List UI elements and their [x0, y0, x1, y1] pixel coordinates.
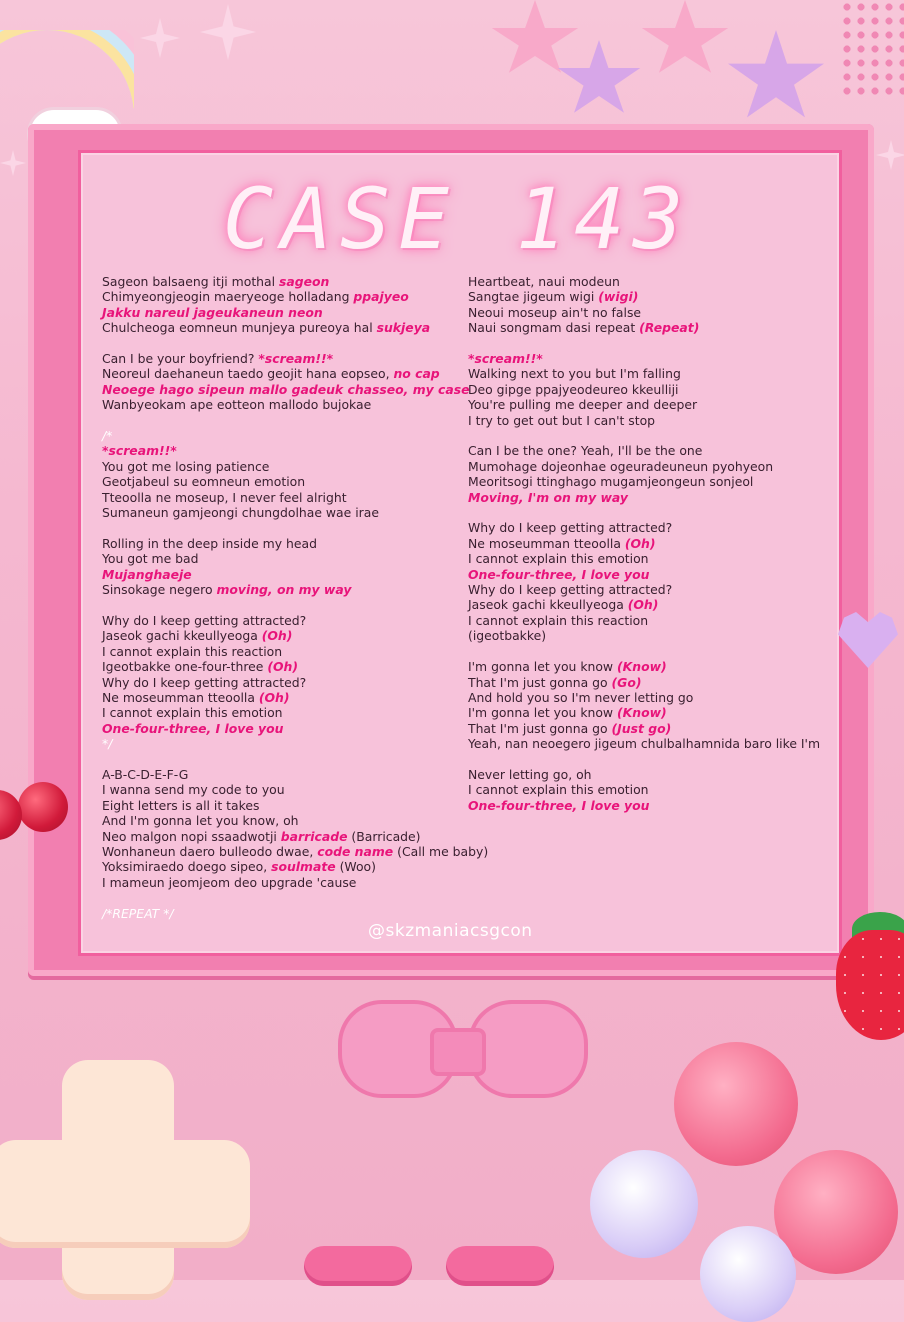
lyric-text: (Barricade)	[347, 828, 421, 844]
lyric-line	[468, 474, 828, 489]
lyric-line	[102, 675, 474, 690]
stanza-gap	[102, 890, 474, 905]
lyric-line	[468, 767, 828, 782]
dpad-icon	[0, 1140, 250, 1248]
lyric-line	[102, 582, 474, 597]
lyric-highlight: barricade	[280, 828, 348, 844]
lyric-text: Sinsokage negero	[102, 582, 217, 598]
lyric-line	[468, 705, 828, 720]
star-icon	[556, 40, 642, 120]
lyric-line	[102, 505, 474, 520]
bow-knot-icon	[430, 1028, 486, 1076]
lyric-text: Jaseok gachi kkeullyeoga	[468, 597, 628, 613]
lyric-line	[468, 736, 828, 751]
lyric-text: Sageon balsaeng itji mothal	[102, 274, 280, 289]
stanza-gap	[102, 597, 474, 612]
lyric-line	[102, 875, 474, 890]
lyric-line	[102, 859, 474, 874]
lyric-text: I mameun jeomjeom deo upgrade 'cause	[102, 874, 357, 890]
lyric-text: Deo gipge ppajyeodeureo kkeulliji	[468, 381, 679, 397]
lyric-line	[102, 351, 474, 366]
sparkle-icon	[200, 4, 256, 60]
lyric-highlight: code name	[317, 843, 394, 859]
lyric-line	[468, 274, 828, 289]
lyric-text: You're pulling me deeper and deeper	[468, 397, 698, 413]
lyric-text: Can I be the one? Yeah, I'll be the one	[468, 443, 703, 459]
lyric-line	[102, 320, 474, 335]
lyric-line	[102, 628, 474, 643]
cherry-icon	[18, 782, 68, 832]
lyric-line	[102, 459, 474, 474]
lyric-line	[102, 767, 474, 782]
lyric-marker: /*REPEAT */	[102, 905, 174, 921]
lyric-text: Heartbeat, naui modeun	[468, 274, 620, 289]
lyric-highlight: no cap	[393, 366, 440, 382]
lyric-line	[468, 366, 828, 381]
round-button-icon	[674, 1042, 798, 1166]
lyric-text: Eight letters is all it takes	[102, 797, 260, 813]
stanza-gap	[468, 428, 828, 443]
lyric-text: Walking next to you but I'm falling	[468, 366, 681, 382]
lyric-line	[102, 567, 474, 582]
lyric-highlight: (Repeat)	[639, 320, 700, 336]
lyric-text: Meoritsogi ttinghago mugamjeongeun sonjeol	[468, 474, 754, 490]
lyric-line	[102, 305, 474, 320]
lyric-line	[102, 736, 474, 751]
lyric-text: Wonhaneun daero bulleodo dwae,	[102, 843, 318, 859]
lyric-text: Chimyeongjeogin maeryeoge holladang	[102, 289, 354, 305]
lyric-text: That I'm just gonna go	[468, 720, 612, 736]
lyric-line	[102, 782, 474, 797]
lyric-line	[102, 721, 474, 736]
page-title: CASE 143	[222, 170, 692, 268]
stanza-gap	[102, 413, 474, 428]
lyric-line	[468, 289, 828, 304]
lyric-line	[102, 366, 474, 381]
lyric-line	[102, 551, 474, 566]
lyric-text: Can I be your boyfriend?	[102, 351, 259, 367]
lyric-line	[102, 829, 474, 844]
lyric-highlight: One-four-three, I love you	[468, 566, 650, 582]
lyric-line	[102, 690, 474, 705]
lyric-line	[102, 274, 474, 289]
bow-icon	[468, 1000, 588, 1098]
lyric-line	[102, 443, 474, 458]
lyric-text: I cannot explain this reaction	[468, 612, 649, 628]
lyric-line	[468, 443, 828, 458]
lyric-highlight: (Oh)	[624, 535, 656, 551]
lyric-line	[468, 520, 828, 535]
star-icon	[726, 30, 826, 126]
lyric-line	[468, 782, 828, 797]
lyric-line	[102, 382, 474, 397]
lyric-highlight: One-four-three, I love you	[468, 797, 650, 813]
lyric-line	[102, 813, 474, 828]
lyric-text: Why do I keep getting attracted?	[102, 612, 307, 628]
lyric-text: I cannot explain this reaction	[102, 643, 283, 659]
strawberry-icon	[836, 930, 904, 1040]
lyric-highlight: sukjeya	[376, 320, 431, 336]
lyric-line	[468, 798, 828, 813]
lyric-line	[102, 906, 474, 921]
stanza-gap	[468, 505, 828, 520]
lyric-highlight: (Oh)	[267, 659, 299, 675]
stanza-gap	[102, 752, 474, 767]
lyric-highlight: One-four-three, I love you	[102, 720, 284, 736]
lyric-highlight: (Oh)	[627, 597, 659, 613]
lyric-text: (Call me baby)	[393, 843, 489, 859]
lyric-text: Neoreul daehaneun taedo geojit hana eopseo,	[102, 366, 394, 382]
lyric-line	[102, 289, 474, 304]
lyric-line	[468, 675, 828, 690]
round-button-icon	[700, 1226, 796, 1322]
lyric-highlight: *scream!!*	[258, 351, 334, 367]
lyric-text: You got me losing patience	[102, 458, 270, 474]
sparkle-icon	[0, 150, 26, 176]
lyric-text: And hold you so I'm never letting go	[468, 689, 694, 705]
lyric-marker: */	[102, 736, 113, 752]
lyric-text: Chulcheoga eomneun munjeya pureoya hal	[102, 320, 377, 336]
lyric-line	[468, 305, 828, 320]
sparkle-icon	[140, 18, 180, 58]
lyric-text: Yoksimiraedo doego sipeo,	[102, 859, 272, 875]
lyric-line	[468, 567, 828, 582]
lyric-highlight: *scream!!*	[102, 443, 177, 459]
lyric-line	[102, 490, 474, 505]
lyric-text: Igeotbakke one-four-three	[102, 659, 268, 675]
stanza-gap	[468, 752, 828, 767]
round-button-icon	[590, 1150, 698, 1258]
lyric-highlight: (Oh)	[258, 689, 290, 705]
lyric-text: I'm gonna let you know	[468, 705, 618, 721]
lyric-text: You got me bad	[102, 551, 199, 567]
lyric-text: Ne moseumman tteoolla	[468, 535, 625, 551]
lyric-line	[102, 659, 474, 674]
lyric-text: I cannot explain this emotion	[468, 782, 649, 798]
stanza-gap	[102, 520, 474, 535]
lyric-highlight: (Know)	[617, 705, 667, 721]
lyric-text: (Woo)	[335, 859, 376, 875]
lyric-text: Rolling in the deep inside my head	[102, 535, 317, 551]
lyric-highlight: (Go)	[611, 674, 642, 690]
lyric-line	[102, 705, 474, 720]
lyric-line	[468, 551, 828, 566]
lyrics-column-left	[102, 274, 489, 921]
pixel-grid-icon	[840, 0, 904, 100]
lyric-text: Yeah, nan neoegero jigeum chulbalhamnida baro like I'm	[468, 736, 821, 752]
lyric-text: Why do I keep getting attracted?	[468, 520, 673, 536]
lyric-line	[468, 721, 828, 736]
lyric-text: Ne moseumman tteoolla	[102, 689, 259, 705]
lyric-text: I wanna send my code to you	[102, 782, 285, 798]
lyric-line	[468, 351, 828, 366]
lyric-line	[468, 490, 828, 505]
lyric-line	[102, 644, 474, 659]
start-button-icon	[446, 1246, 554, 1286]
lyric-highlight: soulmate	[271, 859, 336, 875]
lyric-line	[468, 628, 828, 643]
lyric-line	[102, 474, 474, 489]
lyric-text: Never letting go, oh	[468, 766, 592, 782]
lyric-line	[102, 536, 474, 551]
lyric-text: A-B-C-D-E-F-G	[102, 766, 189, 782]
lyric-text: I cannot explain this emotion	[102, 705, 283, 721]
lyric-highlight: (Just go)	[611, 720, 672, 736]
lyric-line	[102, 613, 474, 628]
stanza-gap	[468, 644, 828, 659]
lyric-highlight: moving, on my way	[216, 582, 352, 598]
lyric-text: I try to get out but I can't stop	[468, 412, 656, 428]
lyric-line	[468, 320, 828, 335]
lyric-line	[468, 582, 828, 597]
lyric-line	[102, 397, 474, 412]
lyric-highlight: Jakku nareul jageukaneun neon	[102, 304, 323, 320]
lyric-text: (igeotbakke)	[468, 628, 547, 644]
lyric-text: Why do I keep getting attracted?	[102, 674, 307, 690]
lyric-text: Wanbyeokam ape eotteon mallodo bujokae	[102, 397, 372, 413]
lyric-highlight: Mujanghaeje	[102, 566, 192, 582]
stanza-gap	[468, 336, 828, 351]
lyrics-column-right	[468, 274, 828, 813]
select-button-icon	[304, 1246, 412, 1286]
lyric-text: Sangtae jigeum wigi	[468, 289, 599, 305]
lyric-text: I cannot explain this emotion	[468, 551, 649, 567]
lyric-line	[102, 428, 474, 443]
lyric-text: Geotjabeul su eomneun emotion	[102, 474, 306, 490]
lyric-line	[468, 690, 828, 705]
social-handle: @skzmaniacsgcon	[368, 921, 533, 941]
lyric-text: That I'm just gonna go	[468, 674, 612, 690]
lyric-text: Jaseok gachi kkeullyeoga	[102, 628, 262, 644]
lyric-line	[102, 843, 489, 859]
lyric-highlight: sageon	[279, 274, 330, 289]
lyric-line	[468, 459, 828, 474]
lyric-line	[468, 597, 828, 612]
lyric-highlight: Neoege hago sipeun mallo gadeuk chasseo, my case	[102, 381, 470, 397]
lyric-line	[468, 536, 828, 551]
lyric-text: Sumaneun gamjeongi chungdolhae wae irae	[102, 505, 379, 521]
lyric-text: Mumohage dojeonhae ogeuradeuneun pyohyeon	[468, 458, 774, 474]
lyric-line	[468, 413, 828, 428]
lyric-text: Neo malgon nopi ssaadwotji	[102, 828, 281, 844]
lyric-line	[468, 382, 828, 397]
lyric-text: Tteoolla ne moseup, I never feel alright	[102, 489, 347, 505]
lyric-text: Neoui moseup ain't no false	[468, 304, 642, 320]
sparkle-icon	[876, 140, 904, 170]
lyric-highlight: (wigi)	[598, 289, 639, 305]
lyric-text: Naui songmam dasi repeat	[468, 320, 640, 336]
lyric-text: And I'm gonna let you know, oh	[102, 813, 299, 829]
star-icon	[640, 0, 730, 80]
lyric-line	[468, 397, 828, 412]
lyric-highlight: (Know)	[617, 659, 667, 675]
lyric-highlight: Moving, I'm on my way	[468, 489, 628, 505]
lyric-text: I'm gonna let you know	[468, 659, 618, 675]
stanza-gap	[102, 336, 474, 351]
lyric-text: Why do I keep getting attracted?	[468, 582, 673, 598]
lyric-line	[468, 613, 828, 628]
lyric-highlight: (Oh)	[261, 628, 293, 644]
lyric-highlight: *scream!!*	[468, 351, 543, 367]
lyric-marker: /*	[102, 428, 113, 444]
lyric-line	[102, 798, 474, 813]
lyric-highlight: ppajyeo	[353, 289, 409, 305]
lyric-line	[468, 659, 828, 674]
